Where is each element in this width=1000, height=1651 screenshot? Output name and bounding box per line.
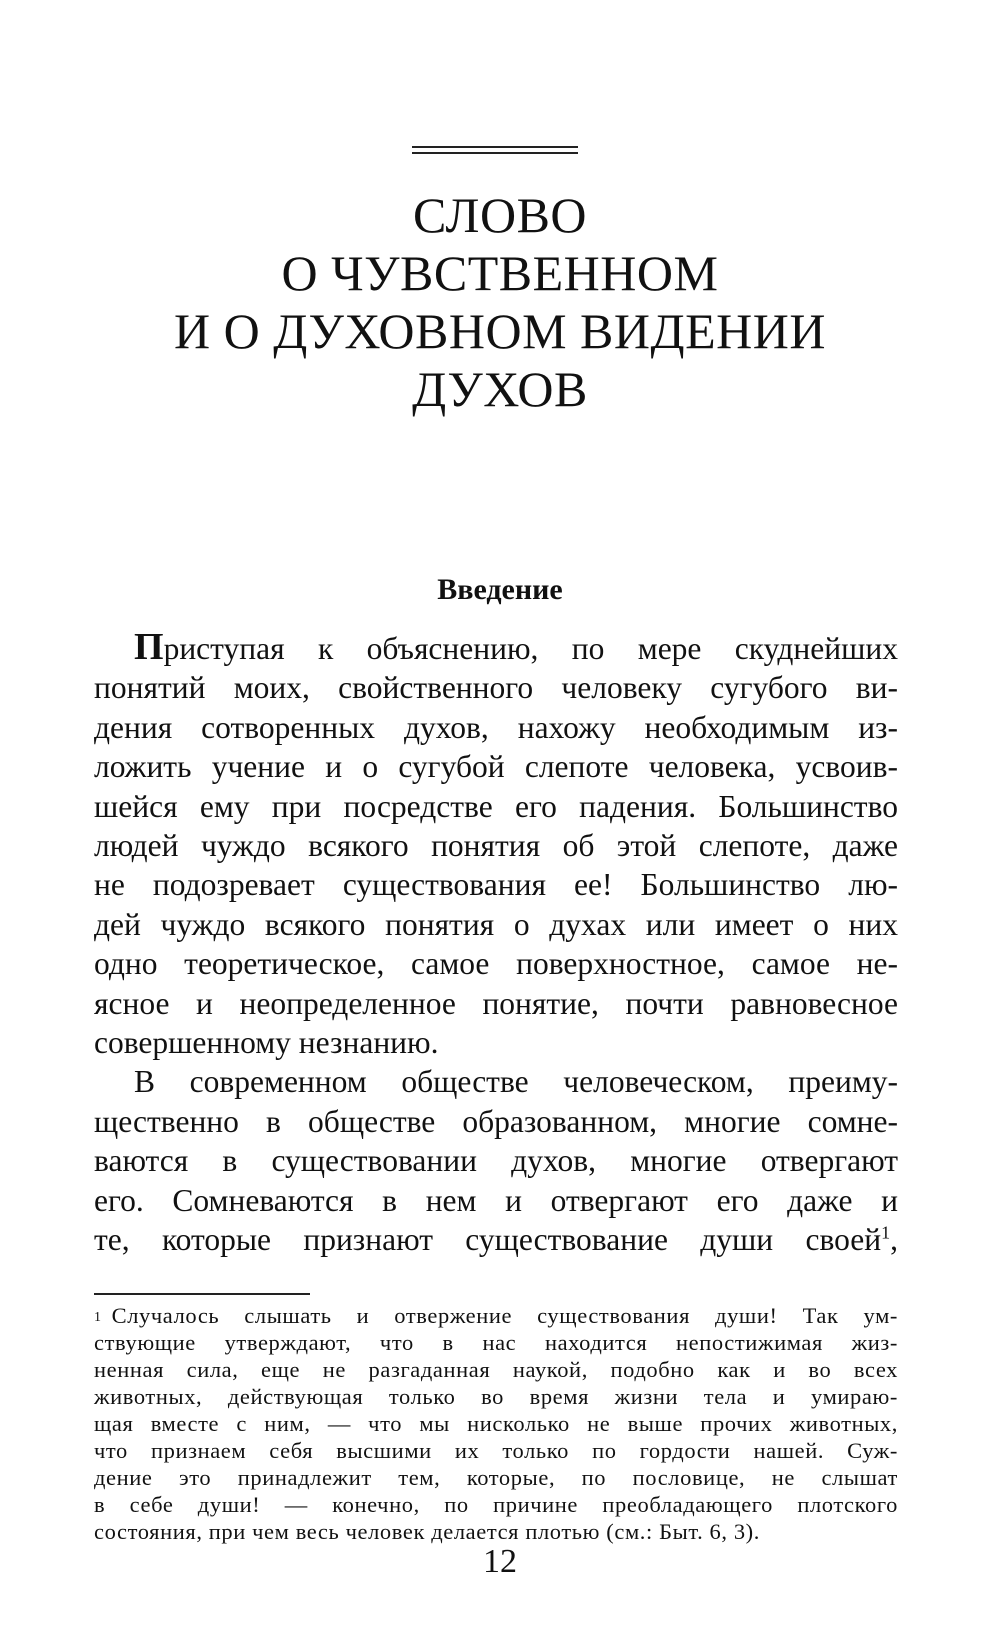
footnote-line: в себе души! — конечно, по причине преобладающего плотского bbox=[94, 1492, 898, 1517]
footnote-line bbox=[94, 1302, 898, 1329]
text-line: совершенному незнанию. bbox=[94, 1025, 439, 1061]
trailing-punctuation: , bbox=[890, 1222, 898, 1258]
text-line-content: те, которые признают существование души своей bbox=[94, 1222, 882, 1258]
text-line: щественно в обществе образованном, многие сомне- bbox=[94, 1103, 898, 1139]
footnote-line: дение это принадлежит тем, которые, по пословице, не слышат bbox=[94, 1465, 898, 1490]
footnote-reference[interactable]: 1 bbox=[881, 1222, 891, 1243]
text-line: его. Сомневаются в нем и отвергают его даже и bbox=[94, 1182, 898, 1218]
footnote-line: ствующие утверждают, что в нас находится непостижимая жиз- bbox=[94, 1330, 898, 1355]
body-text bbox=[94, 628, 898, 1260]
text-line: В современном обществе человеческом, преиму- bbox=[134, 1064, 898, 1100]
drop-cap: П bbox=[134, 626, 164, 668]
page-number: 12 bbox=[483, 1543, 517, 1580]
title-double-rule bbox=[412, 146, 578, 154]
text-line: шейся ему при посредстве его падения. Большинство bbox=[94, 788, 898, 824]
footnote-line: щая вместе с ним, — что мы нисколько не выше прочих животных, bbox=[94, 1411, 898, 1436]
chapter-title-line: СЛОВО bbox=[412, 187, 588, 243]
text-line bbox=[94, 628, 898, 668]
footnote-line: что признаем себя высшими их только по гордости нашей. Суж- bbox=[94, 1438, 898, 1463]
footnote-line: животных, действующая только во время жизни тела и умираю- bbox=[94, 1384, 898, 1409]
footnote-line: состояния, при чем весь человек делается плотью (см.: Быт. 6, 3). bbox=[94, 1519, 760, 1544]
text-line: ваются в существовании духов, многие отвергают bbox=[94, 1143, 898, 1179]
footnote-line-content: Случалось слышать и отвержение существования души! Так ум- bbox=[111, 1303, 898, 1328]
section-heading: Введение bbox=[437, 573, 563, 606]
chapter-title-line: ДУХОВ bbox=[412, 361, 588, 417]
chapter-title-line: И О ДУХОВНОМ ВИДЕНИИ bbox=[174, 303, 826, 359]
chapter-title bbox=[0, 186, 1000, 418]
text-line: дения сотворенных духов, нахожу необходимым из- bbox=[94, 709, 898, 745]
text-line: не подозревает существования ее! Большинство лю- bbox=[94, 867, 898, 903]
text-line: ложить учение и о сугубой слепоте человека, усвоив- bbox=[94, 749, 898, 785]
footnote bbox=[94, 1302, 898, 1545]
paragraph-1 bbox=[94, 628, 898, 1062]
text-line: дей чуждо всякого понятия о духах или имеет о них bbox=[94, 906, 898, 942]
text-line: понятий моих, свойственного человеку сугубого ви- bbox=[94, 670, 898, 706]
footnote-mark: 1 bbox=[94, 1310, 102, 1325]
text-line-content: риступая к объяснению, по мере скуднейших bbox=[163, 631, 898, 666]
text-line: ясное и неопределенное понятие, почти равновесное bbox=[94, 985, 898, 1021]
text-line: одно теоретическое, самое поверхностное, самое не- bbox=[94, 946, 898, 982]
text-line bbox=[94, 1220, 898, 1259]
paragraph-2 bbox=[94, 1062, 898, 1259]
footnote-line: ненная сила, еще не разгаданная наукой, подобно как и во всех bbox=[94, 1357, 898, 1382]
chapter-title-line: О ЧУВСТВЕННОМ bbox=[281, 245, 719, 301]
text-line: людей чуждо всякого понятия об этой слепоте, даже bbox=[94, 828, 898, 864]
footnote-separator bbox=[94, 1293, 310, 1295]
